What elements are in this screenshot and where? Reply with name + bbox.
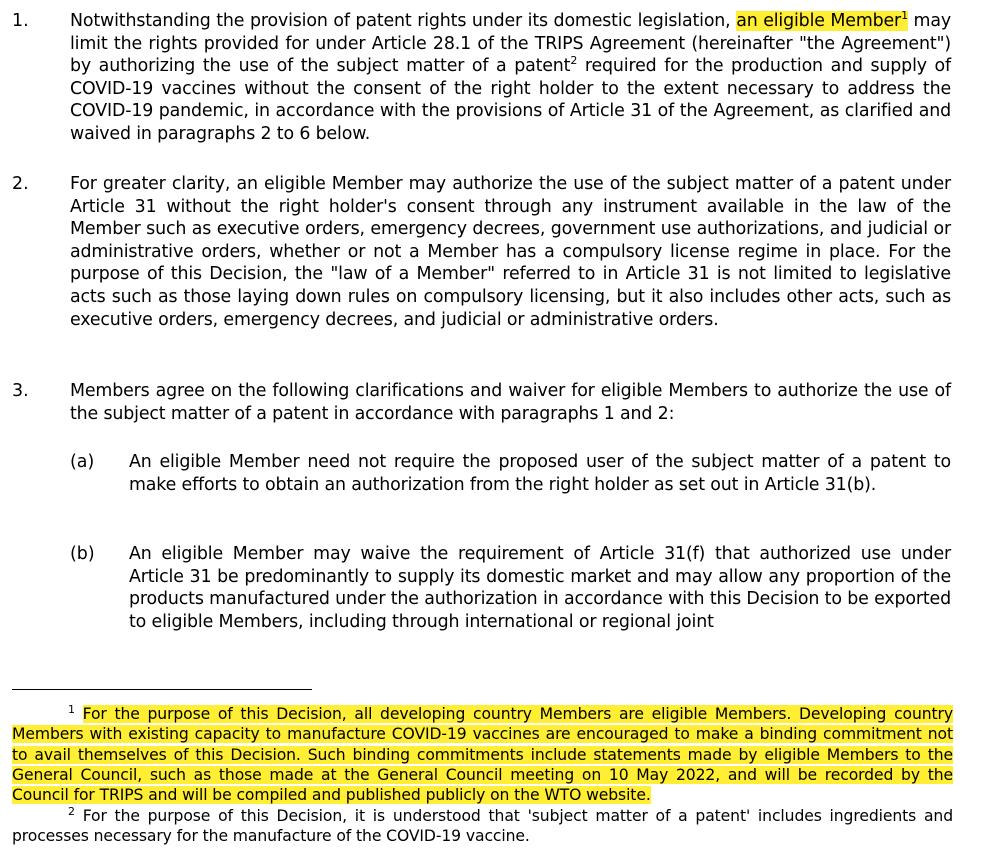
subparagraph-label: (a) <box>70 452 95 472</box>
paragraph-number: 3. <box>12 381 29 401</box>
footnote-separator <box>12 689 312 690</box>
subparagraph-label: (b) <box>70 544 95 564</box>
footnote-ref-2[interactable]: 2 <box>570 54 578 68</box>
subparagraph-text: An eligible Member may waive the requirement of Article 31(f) that authorized use under Article 31 be predominantly to supply its domestic market and may allow any proportion of the products manufactured under the authorization in accordance with this Decision to be exported to eligible Members, including through international or regional joint <box>129 544 951 632</box>
paragraph-text: For greater clarity, an eligible Member may authorize the use of the subject matter of a patent under Article 31 without the right holder's consent through any instrument available in the law of the Member such as executive orders, emergency decrees, government use authorizations, and judicial or administrative orders, whether or not a Member has a compulsory license regime in place. For the purpose of this Decision, the "law of a Member" referred to in Article 31 is not limited to legislative acts such as those laying down rules on compulsory licensing, but it also includes other acts, such as executive orders, emergency decrees, and judicial or administrative orders. <box>70 174 951 330</box>
footnote-text: For the purpose of this Decision, it is understood that 'subject matter of a patent' includes ingredients and processes necessary for the manufacture of the COVID-19 vaccine. <box>12 807 953 846</box>
highlighted-footnote-text: For the purpose of this Decision, all developing country Members are eligible Members. Developing country Members with existing capacity to manufacture COVID-19 vaccines are encouraged to make a binding commitment not to avail themselves of this Decision. Such binding commitments include statements made by eligible Members to the General Council, such as those made at the General Council meeting on 10 May 2022, and will be recorded by the Council for TRIPS and will be compiled and published publicly on the WTO website. <box>12 705 953 805</box>
footnote-marker: 1 <box>68 702 75 716</box>
footnote-ref-1[interactable]: 1 <box>901 9 908 23</box>
footnote-marker: 2 <box>68 804 75 818</box>
paragraph-number: 1. <box>12 11 29 31</box>
footnote-1 <box>12 704 953 805</box>
paragraph-number: 2. <box>12 174 29 194</box>
paragraph-text: Members agree on the following clarifications and waiver for eligible Members to authorize the use of the subject matter of a patent in accordance with paragraphs 1 and 2: <box>70 381 951 424</box>
footnote-2 <box>12 806 953 847</box>
highlighted-text: an eligible Member$^1$ <box>736 9 908 31</box>
paragraph-text: Notwithstanding the provision of patent rights under its domestic legislation, an eligible Member$^1$ may limit the rights provided for under Article 28.1 of the TRIPS Agreement (hereinafter "the Agreement") by authorizing the use of the subject matter of a patent$^2$ required for the production and supply of COVID-19 vaccines without the consent of the right holder to the extent necessary to address the COVID-19 pandemic, in accordance with the provisions of Article 31 of the Agreement, as clarified and waived in paragraphs 2 to 6 below. <box>70 9 952 144</box>
subparagraph-text: An eligible Member need not require the proposed user of the subject matter of a patent to make efforts to obtain an authorization from the right holder as set out in Article 31(b). <box>129 452 951 495</box>
